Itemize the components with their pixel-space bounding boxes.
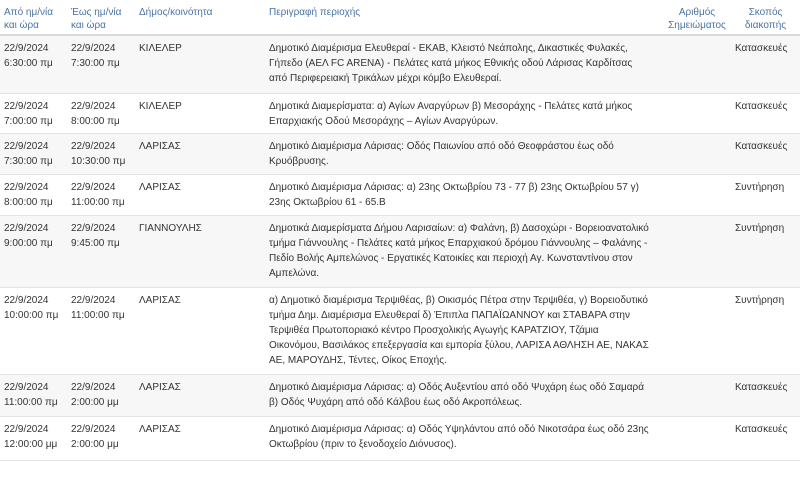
purpose-cell: Κατασκευές — [731, 416, 800, 460]
table-row — [0, 35, 800, 93]
from-time: 11:00:00 πμ — [4, 396, 58, 408]
from-cell — [0, 35, 67, 93]
from-date: 22/9/2024 — [4, 43, 49, 54]
from-date: 22/9/2024 — [4, 294, 49, 306]
from-cell — [0, 174, 67, 215]
table-row — [0, 287, 800, 374]
from-date: 22/9/2024 — [4, 423, 49, 435]
point-number-cell — [663, 287, 731, 374]
from-time: 9:00:00 πμ — [4, 237, 53, 249]
from-date: 22/9/2024 — [4, 181, 49, 193]
header-point-number[interactable]: Αριθμός Σημειώματος — [663, 0, 731, 35]
from-date: 22/9/2024 — [4, 140, 49, 152]
header-municipality[interactable]: Δήμος/κοινότητα — [133, 0, 265, 35]
municipality-cell: ΓΙΑΝΝΟΥΛΗΣ — [133, 215, 265, 287]
from-time: 10:00:00 πμ — [4, 309, 59, 321]
table-row — [0, 133, 800, 174]
purpose-cell: Κατασκευές — [731, 374, 800, 416]
header-from[interactable]: Από ημ/νία και ώρα — [0, 0, 67, 35]
description-cell: Δημοτικό Διαμέρισμα Ελευθεραί - ΕΚΑΒ, Κλειστό Νεάπολης, Δικαστικές Φυλακές, Γήπεδο (ΑΕΛ FC ARENA) - Πελάτες κατά μήκος Εθνικής οδού Λάρισας Καρδίτσας από Περιφερειακή Τρικάλων μέχρι κόμβο Ελευθεραί. — [265, 35, 663, 93]
to-date: 22/9/2024 — [71, 100, 116, 112]
from-cell — [0, 374, 67, 416]
table-row — [0, 215, 800, 287]
table-row — [0, 93, 800, 133]
from-time: 7:30:00 πμ — [4, 155, 53, 167]
to-date: 22/9/2024 — [71, 140, 116, 152]
point-number-cell — [663, 35, 731, 93]
from-time: 8:00:00 πμ — [4, 196, 53, 208]
from-date: 22/9/2024 — [4, 381, 49, 393]
municipality-cell: ΛΑΡΙΣΑΣ — [133, 174, 265, 215]
purpose-cell: Κατασκευές — [731, 35, 800, 93]
to-time: 11:00:00 πμ — [71, 196, 125, 208]
from-cell — [0, 93, 67, 133]
municipality-cell: ΛΑΡΙΣΑΣ — [133, 287, 265, 374]
from-date: 22/9/2024 — [4, 100, 49, 112]
from-cell — [0, 215, 67, 287]
to-time: 7:30:00 πμ — [71, 58, 120, 69]
table-row — [0, 416, 800, 460]
to-cell — [67, 35, 133, 93]
to-date: 22/9/2024 — [71, 294, 116, 306]
to-date: 22/9/2024 — [71, 181, 116, 193]
from-time: 7:00:00 πμ — [4, 115, 53, 127]
from-cell — [0, 133, 67, 174]
header-purpose[interactable]: Σκοπός διακοπής — [731, 0, 800, 35]
table-row — [0, 174, 800, 215]
from-time: 6:30:00 πμ — [4, 58, 53, 69]
purpose-cell: Κατασκευές — [731, 133, 800, 174]
municipality-cell: ΚΙΛΕΛΕΡ — [133, 93, 265, 133]
to-cell — [67, 215, 133, 287]
point-number-cell — [663, 133, 731, 174]
description-cell: Δημοτικό Διαμέρισμα Λάρισας: α) 23ης Οκτωβρίου 73 - 77 β) 23ης Οκτωβρίου 57 γ) 23ης Οκτωβρίου 61 - 65.Β — [265, 174, 663, 215]
table-header-row — [0, 0, 800, 35]
to-cell — [67, 287, 133, 374]
table-row — [0, 374, 800, 416]
to-time: 11:00:00 πμ — [71, 309, 125, 321]
point-number-cell — [663, 174, 731, 215]
point-number-cell — [663, 416, 731, 460]
header-description[interactable]: Περιγραφή περιοχής — [265, 0, 663, 35]
header-to[interactable]: Έως ημ/νία και ώρα — [67, 0, 133, 35]
municipality-cell: ΚΙΛΕΛΕΡ — [133, 35, 265, 93]
to-time: 2:00:00 μμ — [71, 396, 119, 408]
municipality-cell: ΛΑΡΙΣΑΣ — [133, 416, 265, 460]
to-cell — [67, 416, 133, 460]
purpose-cell: Συντήρηση — [731, 287, 800, 374]
to-time: 8:00:00 πμ — [71, 115, 120, 127]
point-number-cell — [663, 215, 731, 287]
description-cell: Δημοτικό Διαμέρισμα Λάρισας: Οδός Παιωνίου από οδό Θεοφράστου έως οδό Κρυόβρυσης. — [265, 133, 663, 174]
to-time: 9:45:00 πμ — [71, 237, 120, 249]
municipality-cell: ΛΑΡΙΣΑΣ — [133, 133, 265, 174]
to-cell — [67, 374, 133, 416]
description-cell: α) Δημοτικό διαμέρισμα Τερψιθέας, β) Οικισμός Πέτρα στην Τερψιθέα, γ) Βορειοδυτικό τμήμα Δημ. Διαμέρισμα Ελευθεραί δ) Έπιπλα ΠΑΠΑΪΩΑΝΝΟΥ και ΣΤΑΒΑΡΑ στην Τερψιθέα Πρωτοποριακό κέντρο Προσχολικής Αγωγής ΚΑΡΑΤΖΙΟΥ, Τζάμια Οικονόμου, Βασιλάκος επεξεργασία και εμπορία ξύλου, ΛΑΡΙΣΑ ΑΘΛΗΣΗ ΑΕ, ΝΑΚΑΣ ΑΕ, ΜΑΡΟΥΔΗΣ, Τέντες, Οίκος Εποχής. — [265, 287, 663, 374]
description-cell: Δημοτικό Διαμέρισμα Λάρισας: α) Οδός Υψηλάντου από οδό Νικοτσάρα έως οδό 23ης Οκτωβρίου (πριν το ξενοδοχείο Διόνυσος). — [265, 416, 663, 460]
to-cell — [67, 93, 133, 133]
purpose-cell: Συντήρηση — [731, 174, 800, 215]
from-cell — [0, 416, 67, 460]
description-cell: Δημοτικά Διαμερίσματα Δήμου Λαρισαίων: α) Φαλάνη, β) Δασοχώρι - Βορειοανατολικό τμήμα Γιάννουλης - Πελάτες κατά μήκος Επαρχιακού δρόμου Γιάννουλης – Φαλάνης - Πεδίο Βολής Αμπελώνος - Εργατικές Κατοικίες και περιοχή Αγ. Κωνσταντίνου στον Αμπελώνα. — [265, 215, 663, 287]
to-date: 22/9/2024 — [71, 43, 116, 54]
point-number-cell — [663, 93, 731, 133]
purpose-cell: Κατασκευές — [731, 93, 800, 133]
to-time: 2:00:00 μμ — [71, 438, 119, 450]
to-date: 22/9/2024 — [71, 222, 116, 234]
from-time: 12:00:00 μμ — [4, 438, 58, 450]
point-number-cell — [663, 374, 731, 416]
to-cell — [67, 174, 133, 215]
from-date: 22/9/2024 — [4, 222, 49, 234]
description-cell: Δημοτικό Διαμέρισμα Λάρισας: α) Οδός Αυξεντίου από οδό Ψυχάρη έως οδό Σαμαρά β) Οδός Ψυχάρη από οδό Κάλβου έως οδό Ακροπόλεως. — [265, 374, 663, 416]
purpose-cell: Συντήρηση — [731, 215, 800, 287]
to-date: 22/9/2024 — [71, 381, 116, 393]
description-cell: Δημοτικά Διαμερίσματα: α) Αγίων Αναργύρων β) Μεσοράχης - Πελάτες κατά μήκος Επαρχιακής Οδού Μεσοράχης – Αγίων Αναργύρων. — [265, 93, 663, 133]
to-time: 10:30:00 πμ — [71, 155, 126, 167]
to-date: 22/9/2024 — [71, 423, 116, 435]
municipality-cell: ΛΑΡΙΣΑΣ — [133, 374, 265, 416]
to-cell — [67, 133, 133, 174]
from-cell — [0, 287, 67, 374]
